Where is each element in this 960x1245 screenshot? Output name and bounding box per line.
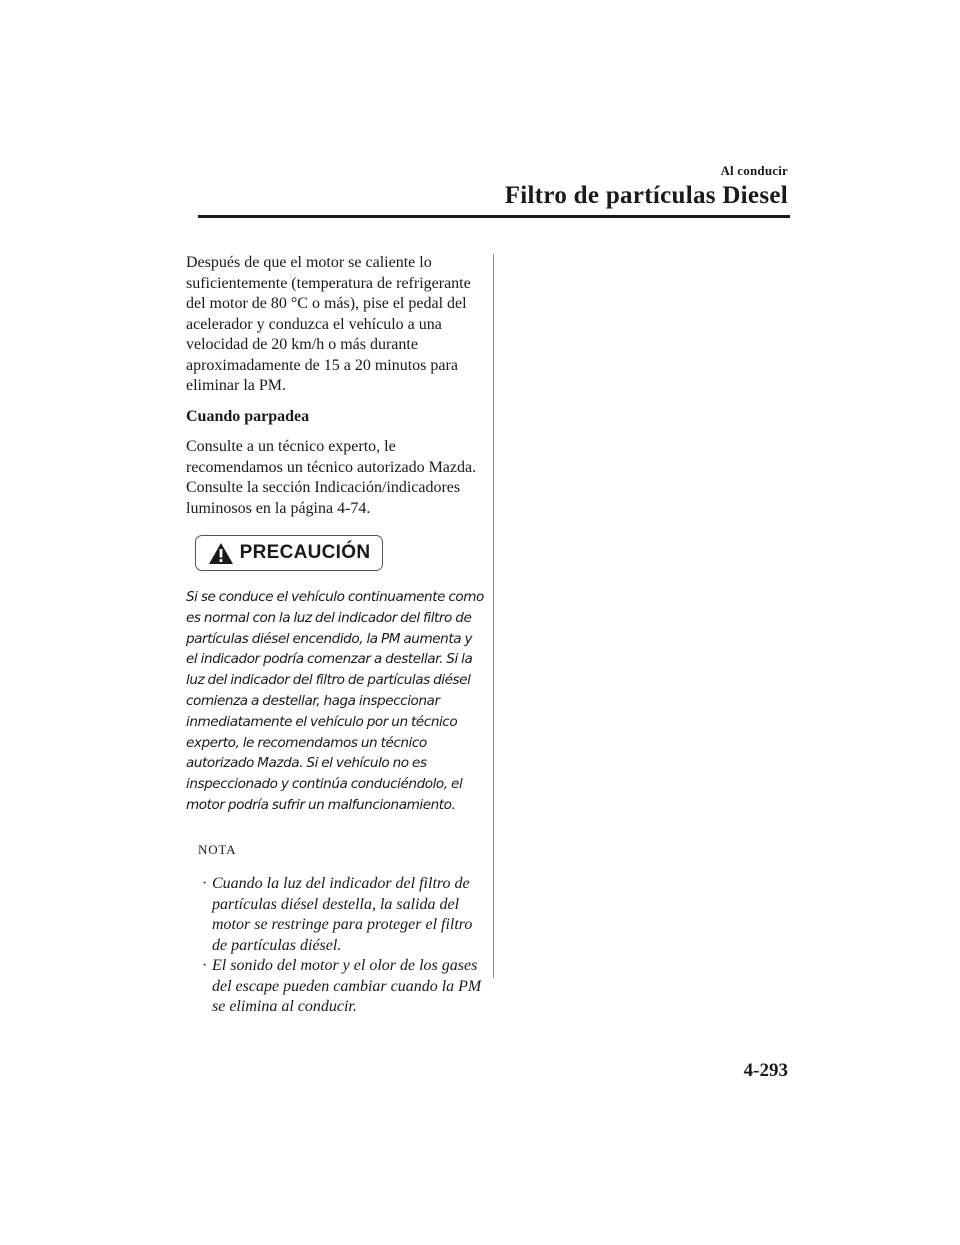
warning-triangle-icon xyxy=(208,542,234,565)
subheading: Cuando parpadea xyxy=(186,407,310,425)
page-number: 4-293 xyxy=(743,1060,788,1081)
note-item: · Cuando la luz del indicador del filtro de partículas diésel destella, la salida del motor se restringe para proteger el filtro de partículas diésel. xyxy=(202,875,473,954)
note-item: · El sonido del motor y el olor de los gases del escape pueden cambiar cuando la PM se elimina al conducir. xyxy=(202,957,482,1016)
note-label: NOTA xyxy=(198,841,237,857)
intro-paragraph: Después de que el motor se caliente lo suficientemente (temperatura de refrigerante del motor de 80 °C o más), pise el pedal del acelerador y conduzca el vehículo a una velocidad de 20 km/h o más durante aproximadamente de 15 a 20 minutos para eliminar la PM. xyxy=(186,254,471,394)
caution-banner xyxy=(195,535,383,571)
caution-label: PRECAUCIÓN xyxy=(239,541,371,563)
note-list xyxy=(186,874,486,1018)
main-column xyxy=(186,253,486,1018)
consult-paragraph: Consulte a un técnico experto, le recomendamos un técnico autorizado Mazda. xyxy=(186,438,477,476)
caution-text: Si se conduce el vehículo continuamente como es normal con la luz del indicador del filtro de partículas diésel encendido, la PM aumenta y el indicador podría comenzar a destellar. Si la luz del indicador del filtro de partículas diésel comienza a destellar, haga inspeccionar inmediatamente el vehículo por un técnico experto, le recomendamos un técnico autorizado Mazda. Si el vehículo no es inspeccionado y continúa conduciéndolo, el motor podría sufrir un malfuncionamiento. xyxy=(186,589,484,813)
reference-paragraph: Consulte la sección Indicación/indicadores luminosos en la página 4-74. xyxy=(186,479,461,517)
section-title: Filtro de partículas Diesel xyxy=(504,182,788,209)
column-divider xyxy=(493,254,494,978)
chapter-label: Al conducir xyxy=(720,163,788,178)
header-rule xyxy=(198,215,790,218)
